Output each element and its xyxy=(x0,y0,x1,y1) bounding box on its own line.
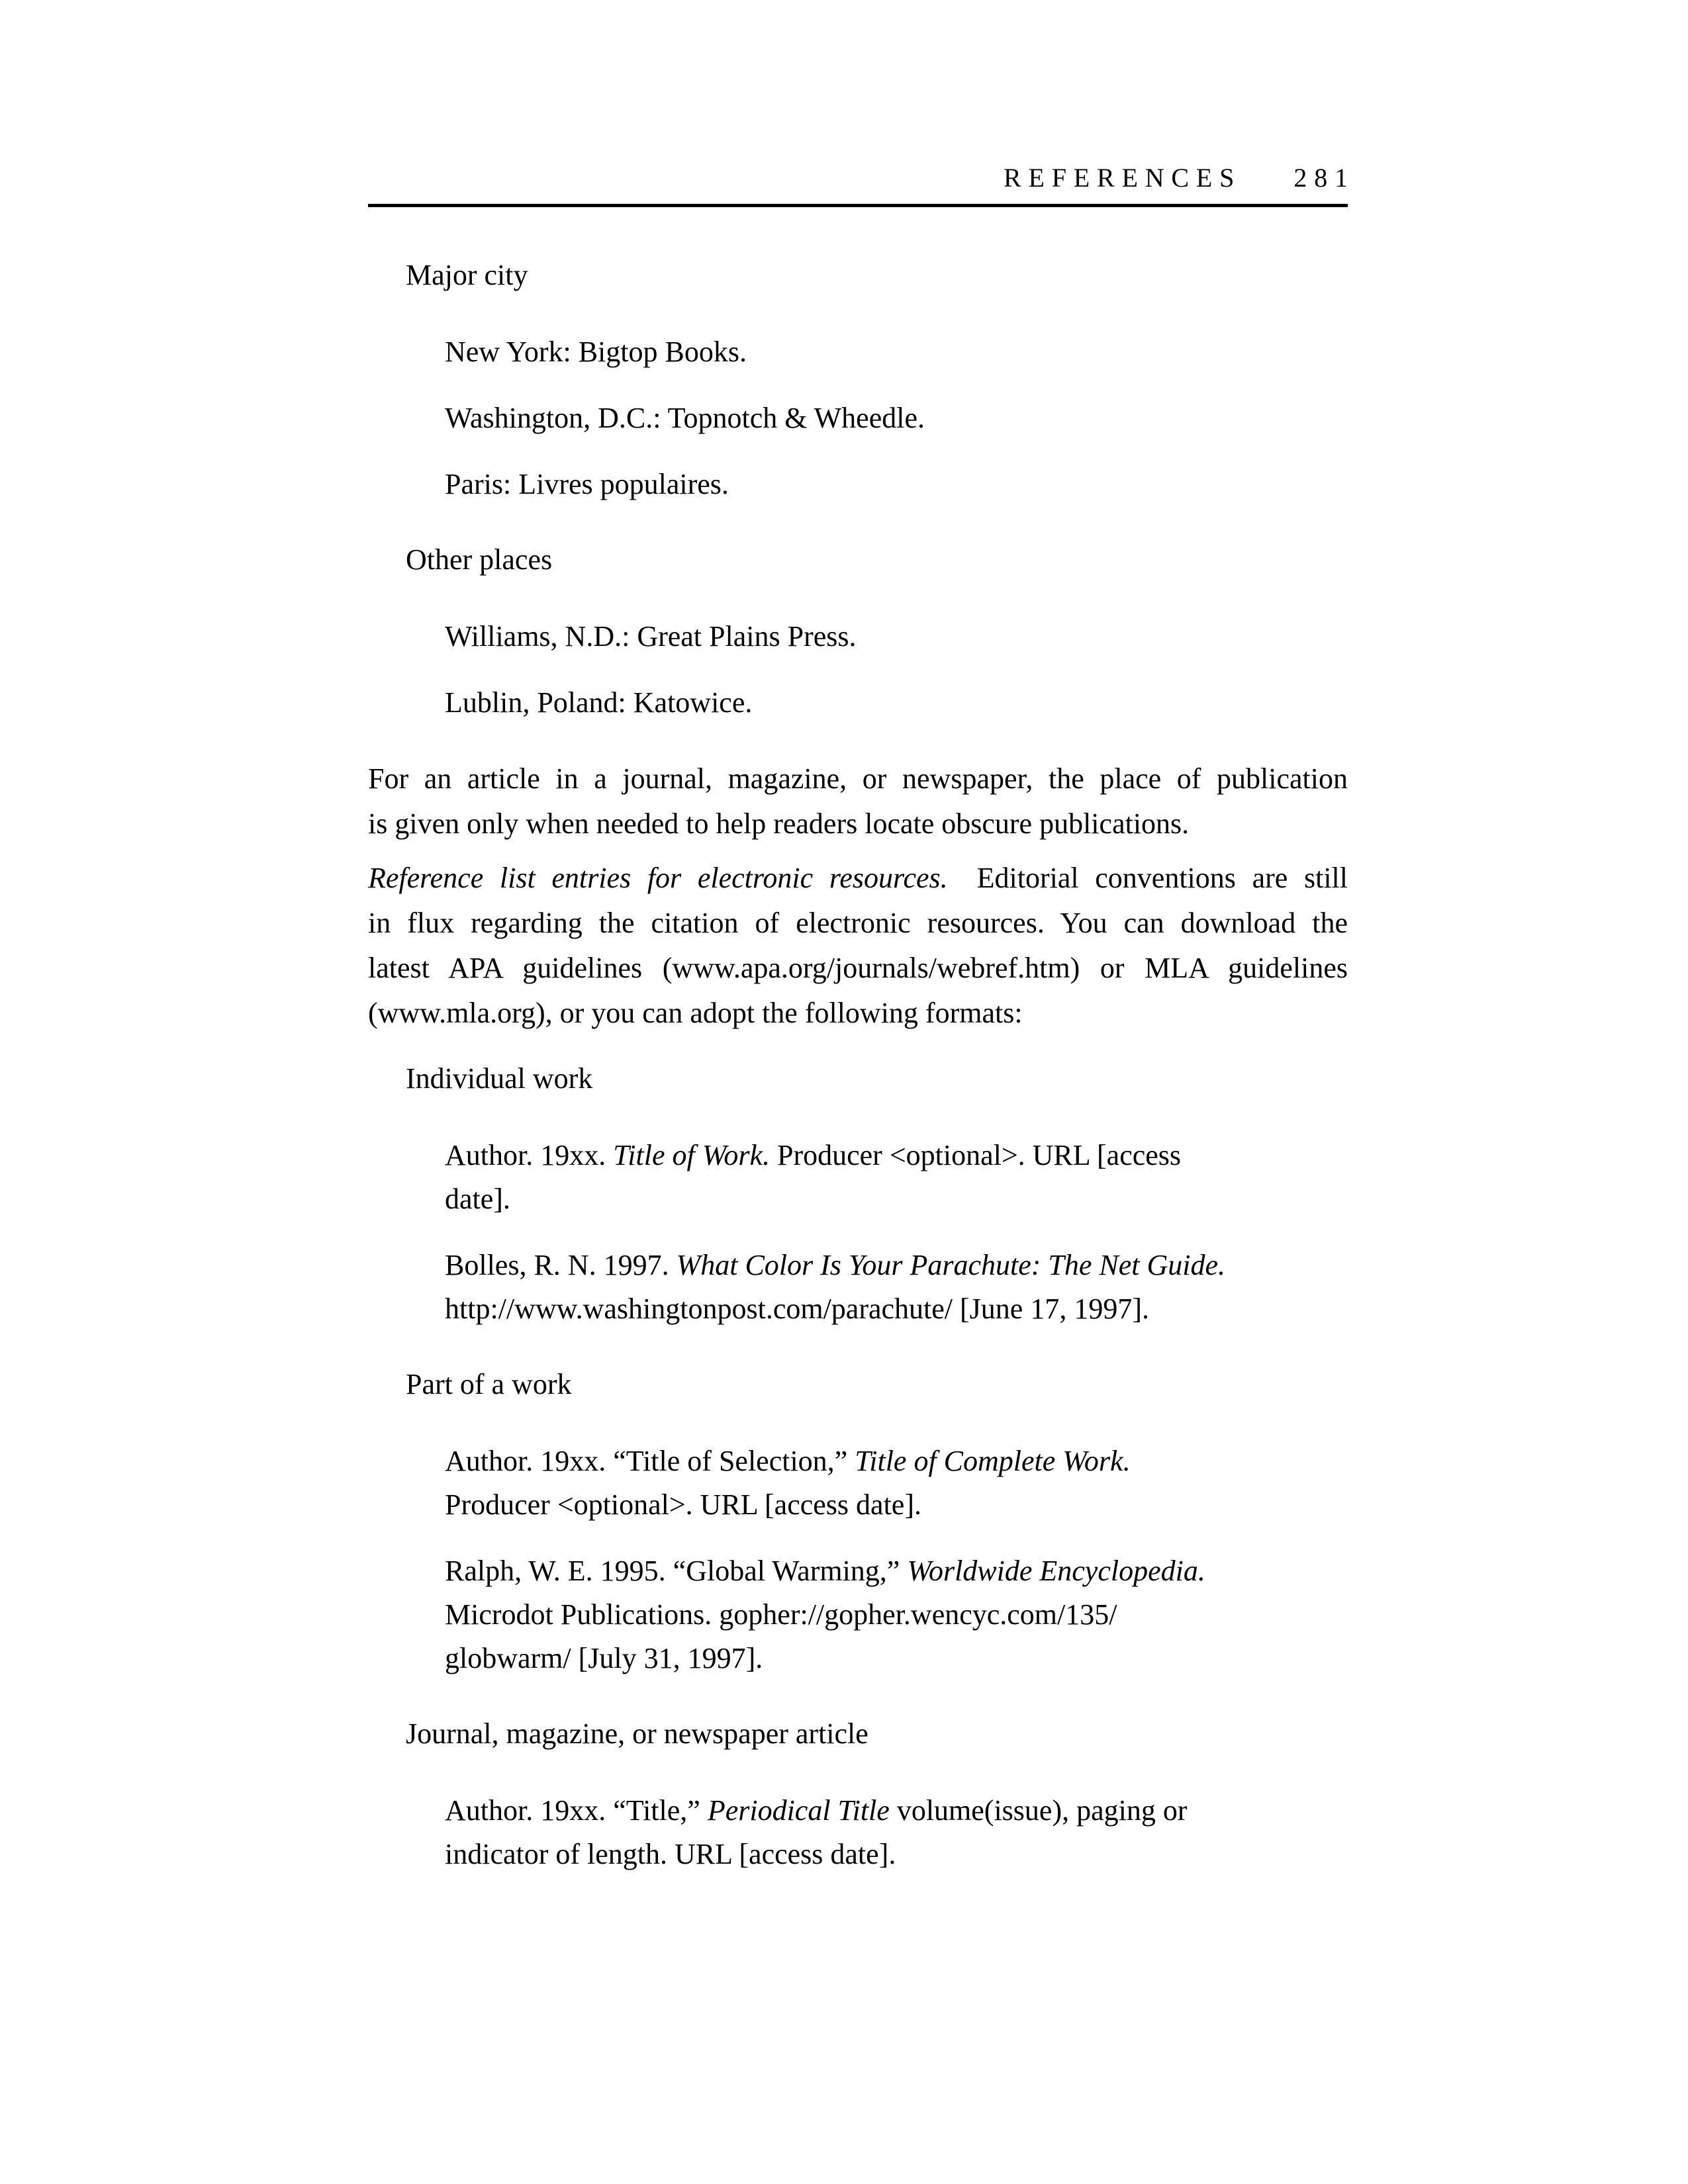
paragraph-line xyxy=(368,856,1348,901)
text-segment: volume(issue), paging or xyxy=(889,1794,1188,1827)
entry-line xyxy=(445,1134,1348,1177)
running-title: REFERENCES xyxy=(1004,163,1242,193)
entry-line xyxy=(445,1244,1348,1287)
text-segment: Producer <optional>. URL [access xyxy=(769,1139,1182,1171)
entry-line xyxy=(445,681,1348,725)
text-segment: Washington, D.C.: Topnotch & Wheedle. xyxy=(445,402,925,434)
text-segment: is given only when needed to help readers locate obscure publications. xyxy=(368,807,1190,840)
paragraph-line xyxy=(368,901,1348,946)
reference-entry xyxy=(445,463,1348,506)
text-segment: Lublin, Poland: Katowice. xyxy=(445,686,753,719)
text-segment: latest APA guidelines (www.apa.org/journals/webref.htm) or MLA guidelines xyxy=(368,952,1348,984)
text-segment: date]. xyxy=(445,1183,510,1215)
entry-line xyxy=(445,330,1348,374)
reference-entry xyxy=(445,330,1348,374)
entry-line xyxy=(445,1287,1348,1331)
paragraph-line xyxy=(368,946,1348,991)
entry-line xyxy=(445,1483,1348,1527)
italic-text: Reference list entries for electronic resources. xyxy=(368,862,948,894)
entry-line xyxy=(445,1789,1348,1833)
italic-text: Worldwide Encyclopedia. xyxy=(907,1555,1205,1587)
reference-entry xyxy=(445,1134,1348,1221)
text-segment: Paris: Livres populaires. xyxy=(445,468,729,500)
text-segment: For an article in a journal, magazine, or newspaper, the place of publication xyxy=(368,762,1348,795)
text-segment: Ralph, W. E. 1995. “Global Warming,” xyxy=(445,1555,908,1587)
paragraph-line xyxy=(368,756,1348,801)
reference-entry xyxy=(445,681,1348,725)
reference-entry xyxy=(445,615,1348,659)
text-segment: Author. 19xx. xyxy=(445,1139,614,1171)
running-header xyxy=(368,163,1355,193)
page-content xyxy=(368,253,1348,1876)
reference-entry xyxy=(445,396,1348,440)
text-block xyxy=(368,0,1355,1876)
subsection-heading: Journal, magazine, or newspaper article xyxy=(406,1717,868,1750)
text-segment: Author. 19xx. “Title of Selection,” xyxy=(445,1445,855,1477)
subsection-heading: Part of a work xyxy=(406,1368,572,1400)
page-number: 281 xyxy=(1293,163,1355,193)
header-rule xyxy=(368,204,1348,207)
italic-text: Title of Complete Work. xyxy=(855,1445,1131,1477)
text-segment: indicator of length. URL [access date]. xyxy=(445,1838,896,1870)
text-segment: (www.mla.org), or you can adopt the following formats: xyxy=(368,997,1023,1029)
text-segment: Bolles, R. N. 1997. xyxy=(445,1249,677,1281)
subsection-heading: Major city xyxy=(406,259,528,291)
entry-line xyxy=(445,1637,1348,1680)
reference-entry xyxy=(445,1244,1348,1331)
text-segment: http://www.washingtonpost.com/parachute/ [June 17, 1997]. xyxy=(445,1293,1149,1325)
paragraph xyxy=(368,756,1348,846)
reference-entry xyxy=(445,1549,1348,1680)
text-segment: Williams, N.D.: Great Plains Press. xyxy=(445,620,857,653)
text-segment: Producer <optional>. URL [access date]. xyxy=(445,1488,921,1521)
reference-entry xyxy=(445,1789,1348,1876)
text-segment: in flux regarding the citation of electronic resources. You can download the xyxy=(368,907,1348,939)
entry-line xyxy=(445,1549,1348,1593)
subsection-heading: Individual work xyxy=(406,1062,593,1095)
italic-text: Periodical Title xyxy=(707,1794,890,1827)
entry-line xyxy=(445,615,1348,659)
text-segment: Author. 19xx. “Title,” xyxy=(445,1794,708,1827)
entry-line xyxy=(445,1439,1348,1483)
text-segment: Editorial conventions are still xyxy=(947,862,1348,894)
text-segment: Microdot Publications. gopher://gopher.wencyc.com/135/ xyxy=(445,1598,1117,1631)
entry-line xyxy=(445,1177,1348,1221)
subsection-heading: Other places xyxy=(406,543,553,576)
entry-line xyxy=(445,396,1348,440)
italic-text: What Color Is Your Parachute: The Net Guide. xyxy=(676,1249,1226,1281)
entry-line xyxy=(445,1593,1348,1637)
italic-text: Title of Work. xyxy=(613,1139,770,1171)
paragraph-line xyxy=(368,991,1348,1036)
entry-line xyxy=(445,463,1348,506)
paragraph-line xyxy=(368,801,1348,846)
text-segment: globwarm/ [July 31, 1997]. xyxy=(445,1642,763,1674)
entry-line xyxy=(445,1833,1348,1876)
text-segment: New York: Bigtop Books. xyxy=(445,336,747,368)
paragraph xyxy=(368,856,1348,1036)
reference-entry xyxy=(445,1439,1348,1527)
